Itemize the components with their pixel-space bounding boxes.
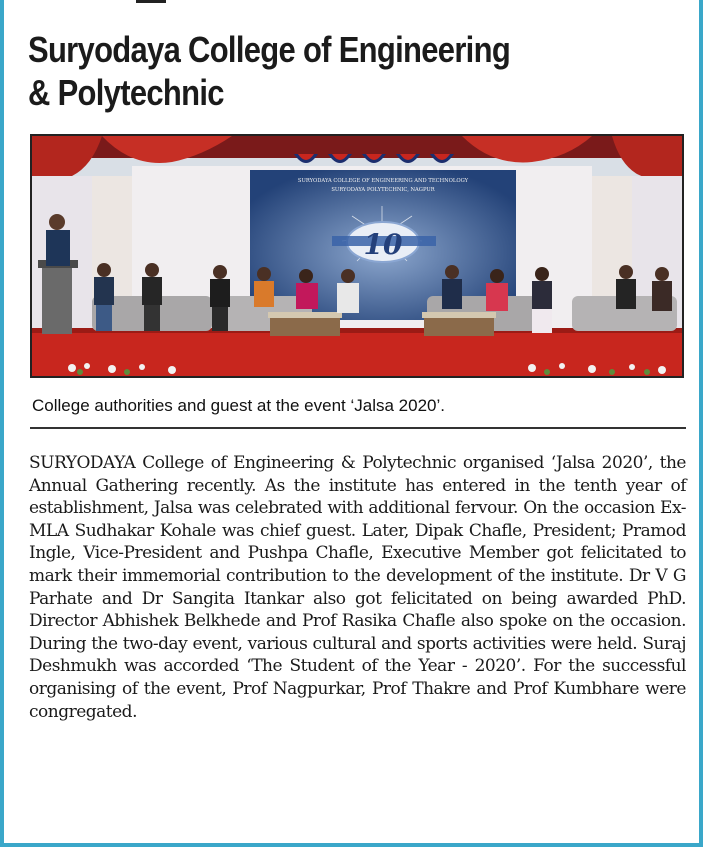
top-print-mark: [136, 0, 166, 3]
page-border-right: [699, 0, 703, 847]
headline-line-1: Suryodaya College of Engineering: [28, 29, 511, 70]
screen-banner-line-1: SURYODAYA COLLEGE OF ENGINEERING AND TECHNOLOGY: [297, 178, 469, 184]
screen-emblem-number: 10: [363, 228, 403, 261]
event-photo: [30, 134, 684, 378]
page-border-left: [0, 0, 4, 847]
article-headline: [28, 28, 544, 114]
page-border-bottom: [0, 843, 703, 847]
article-body: SURYODAYA College of Engineering & Polytechnic organised ‘Jalsa 2020’, the Annual Gathering recently. As the institute has entered in the tenth year of establishment, Jalsa was celebrated with additional fervour. On the occasion Ex-MLA Sudhakar Kohale was chief guest. Later, Dipak Chafle, President; Pramod Ingle, Vice-President and Pushpa Chafle, Executive Member got felicitated to mark their immemorial contribution to the development of the institute. Dr V G Parhate and Dr Sangita Itankar also got felicitated on being awarded PhD. Director Abhishek Belkhede and Prof Rasika Chafle also spoke on the occasion. During the two-day event, various cultural and sports activities were held. Suraj Deshmukh was accorded ‘The Student of the Year - 2020’. For the successful organising of the event, Prof Nagpurkar, Prof Thakre and Prof Kumbhare were congregated.: [29, 453, 686, 722]
headline-line-2: & Polytechnic: [28, 72, 224, 113]
photo-caption: College authorities and guest at the event ‘Jalsa 2020’.: [32, 396, 445, 415]
screen-banner-line-2: SURYODAYA POLYTECHNIC, NAGPUR: [331, 187, 435, 193]
caption-divider: [30, 427, 686, 429]
